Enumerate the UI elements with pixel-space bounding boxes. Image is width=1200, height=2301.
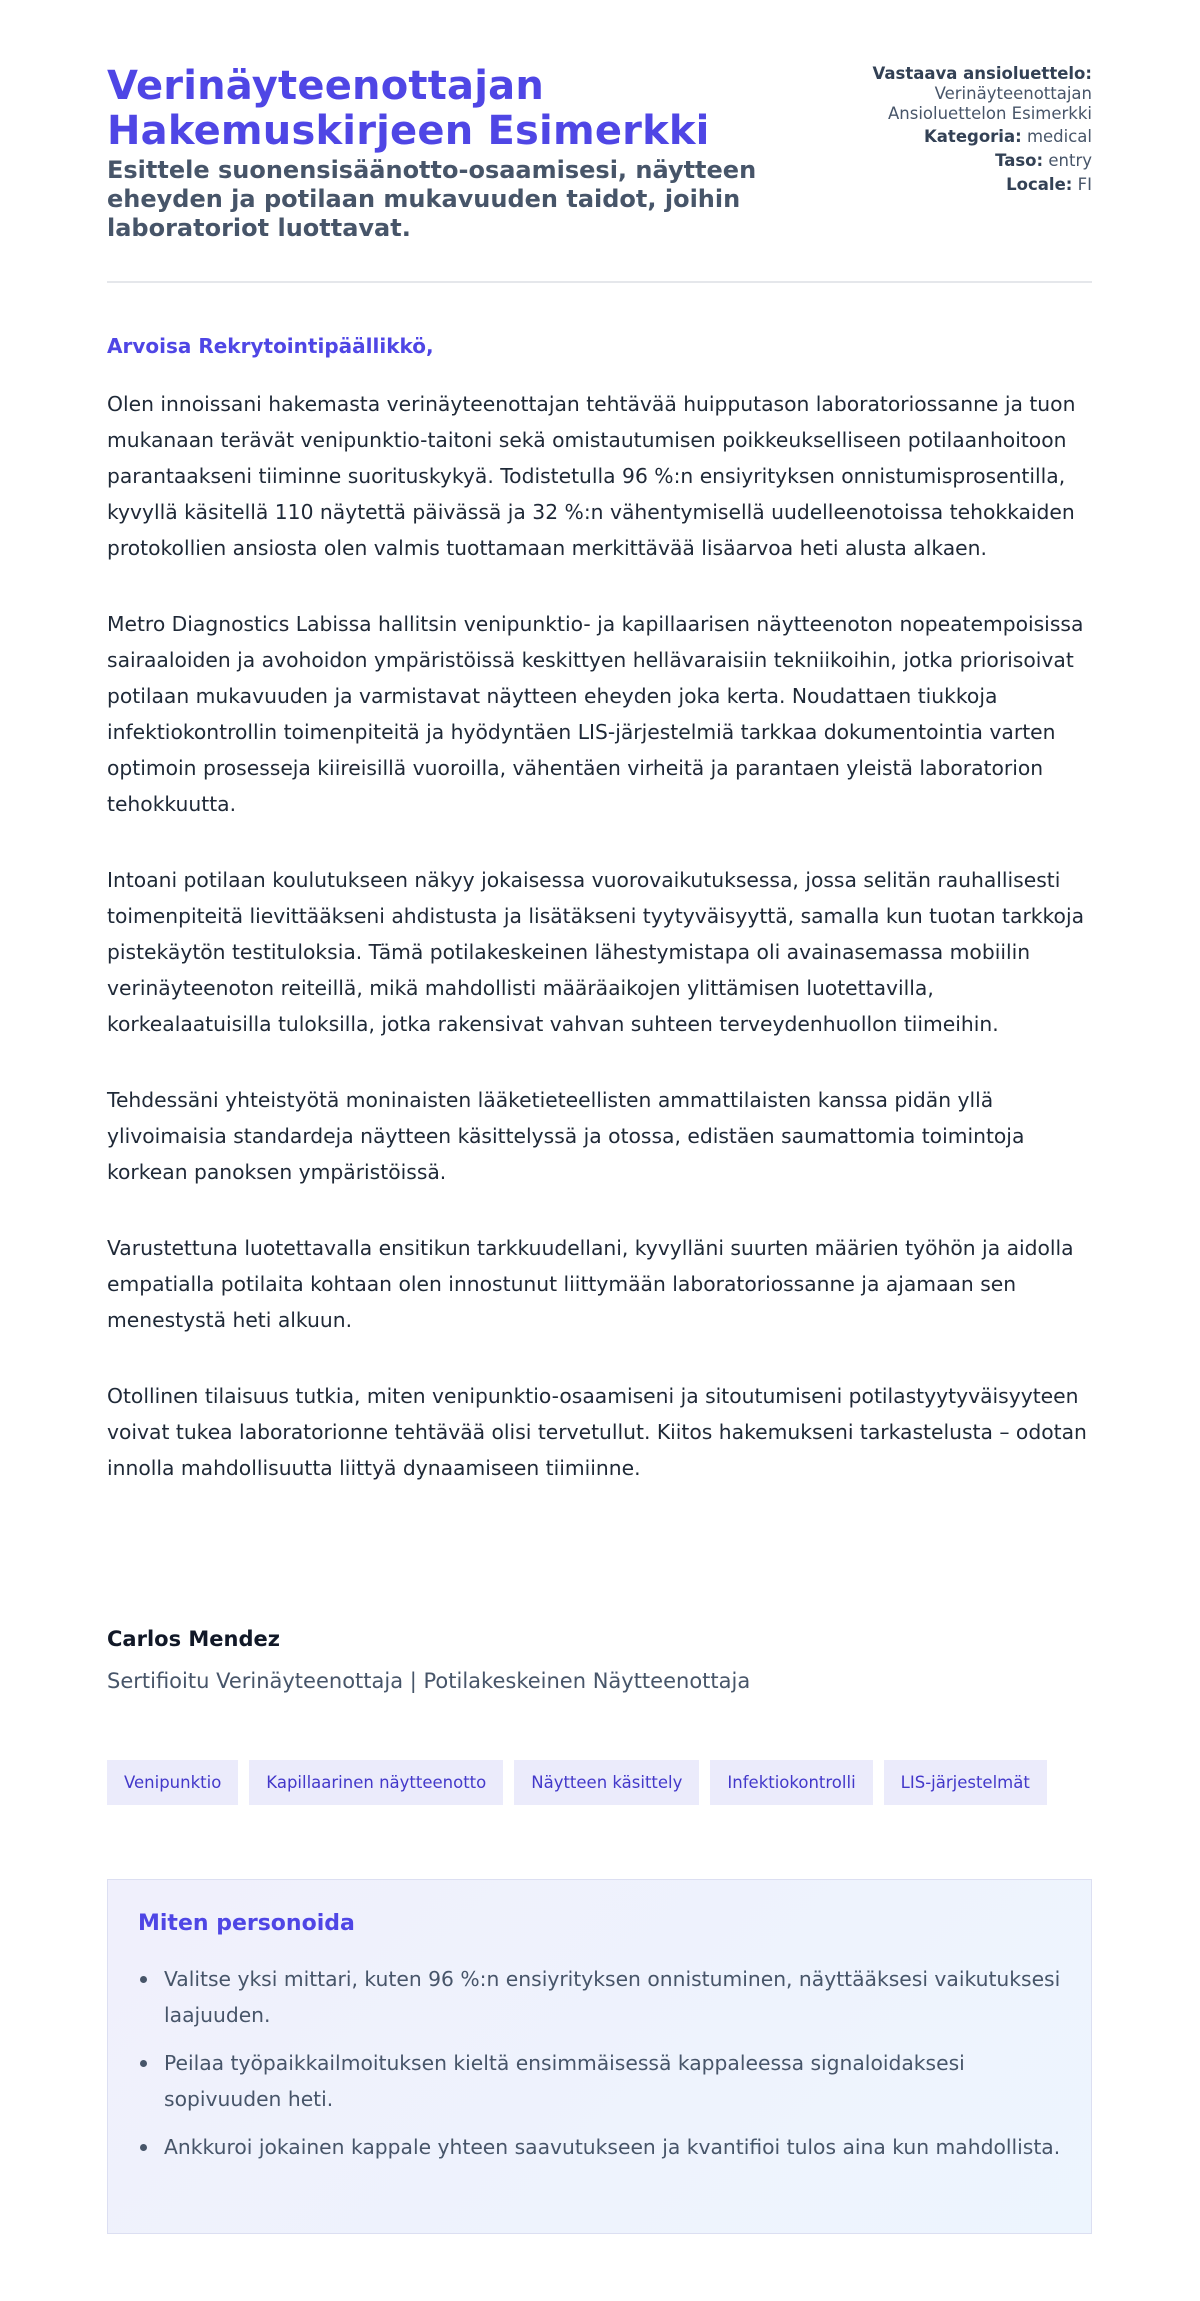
letter-paragraph: Varustettuna luotettavalla ensitikun tarkkuudellani, kyvylläni suurten määrien työhön ja aidolla empatialla potilaita kohtaan olen innostunut liittymään laboratoriossanne ja ajamaan sen menestystä heti alkuun. (107, 1236, 1074, 1332)
letter-paragraph: Olen innoissani hakemasta verinäyteenottajan tehtävää huipputason laboratoriossanne ja tuon mukanaan terävät venipunktio-taitoni sekä omistautumisen poikkeukselliseen potilaanhoitoon parantaakseni tiiminne suorituskykyä. Todistetulla 96 %:n ensiyrityksen onnistumisprosentilla, kyvyllä käsitellä 110 näytettä päivässä ja 32 %:n vähentymisellä uudelleenotoissa tehokkaiden protokollien ansiosta olen valmis tuottamaan merkittävää lisäarvoa heti alusta alkaen. (107, 392, 1076, 560)
page-header (107, 0, 1092, 283)
cover-letter-page (107, 0, 1092, 2159)
page-title: Verinäyteenottajan Hakemuskirjeen Esimerkki (107, 63, 710, 154)
signature-title: Sertifioitu Verinäyteenottaja | Potilakeskeinen Näytteenottaja (107, 1669, 751, 1693)
tips-item-text: Valitse yksi mittari, kuten 96 %:n ensiyrityksen onnistuminen, näyttääksesi vaikutuksesi laajuuden. (164, 1967, 1061, 2027)
signature-name: Carlos Mendez (107, 1627, 280, 1651)
meta-locale-value: FI (1077, 175, 1092, 194)
title-block (107, 64, 827, 243)
meta-locale-label: Locale: (1006, 175, 1073, 194)
page-subtitle: Esittele suonensisäänotto-osaamisesi, näytteen eheyden ja potilaan mukavuuden taidot, joihin laboratoriot luottavat. (107, 156, 757, 242)
letter-paragraph: Intoani potilaan koulutukseen näkyy jokaisessa vuorovaikutuksessa, jossa selitän rauhallisesti toimenpiteitä lievittääkseni ahdistusta ja lisätäkseni tyytyväisyyttä, samalla kun tuotan tarkkoja pistekäytön testituloksia. Tämä potilakeskeinen lähestymistapa oli avainasemassa mobiilin verinäyteenoton reiteillä, mikä mahdollisti määräaikojen ylittämisen luotettavilla, korkealaatuisilla tuloksilla, jotka rakensivat vahvan suhteen terveydenhuollon tiimeihin. (107, 868, 1085, 1036)
bullet-icon (140, 2060, 147, 2067)
meta-related-resume (832, 64, 1092, 124)
tips-list-item (138, 2045, 1061, 2117)
letter-body (107, 386, 1092, 1526)
tips-item-text: Peilaa työpaikkailmoituksen kieltä ensimmäisessä kappaleessa signaloidaksesi sopivuuden heti. (164, 2051, 965, 2111)
meta-level (832, 151, 1092, 171)
skill-tag[interactable]: Näytteen käsittely (514, 1760, 699, 1805)
tips-title: Miten personoida (138, 1911, 355, 1936)
meta-category-label: Kategoria: (924, 127, 1022, 146)
skill-tag[interactable]: LIS-järjestelmät (884, 1760, 1047, 1805)
bullet-icon (140, 1976, 147, 1983)
skill-tag[interactable]: Infektiokontrolli (710, 1760, 872, 1805)
tips-list (138, 1961, 1061, 2165)
tips-list-item (138, 2129, 1061, 2165)
signature-block (107, 1624, 750, 1696)
letter-greeting: Arvoisa Rekrytointipäällikkö, (107, 334, 434, 358)
skill-tag[interactable]: Venipunktio (107, 1760, 238, 1805)
meta-level-value: entry (1048, 151, 1092, 170)
meta-related-resume-value: Verinäyteenottajan Ansioluettelon Esimerkki (888, 84, 1092, 123)
meta-level-label: Taso: (995, 151, 1044, 170)
personalization-tips-card (107, 1879, 1092, 2234)
meta-related-resume-label: Vastaava ansioluettelo: (872, 64, 1092, 83)
meta-category (832, 127, 1092, 147)
meta-category-value: medical (1026, 127, 1092, 146)
meta-locale (832, 175, 1092, 195)
tips-item-text: Ankkuroi jokainen kappale yhteen saavutukseen ja kvantifioi tulos aina kun mahdollista. (164, 2135, 1061, 2159)
skill-tag[interactable]: Kapillaarinen näytteenotto (249, 1760, 503, 1805)
letter-paragraph: Metro Diagnostics Labissa hallitsin venipunktio- ja kapillaarisen näytteenoton nopeatempoisissa sairaaloiden ja avohoidon ympäristöissä keskittyen hellävaraisiin tekniikoihin, jotka priorisoivat potilaan mukavuuden ja varmistavat näytteen eheyden joka kerta. Noudattaen tiukkoja infektiokontrollin toimenpiteitä ja hyödyntäen LIS-järjestelmiä tarkkaa dokumentointia varten optimoin prosesseja kiireisillä vuoroilla, vähentäen virheitä ja parantaen yleistä laboratorion tehokkuutta. (107, 612, 1084, 816)
letter-paragraph: Tehdessäni yhteistyötä moninaisten lääketieteellisten ammattilaisten kanssa pidän yllä ylivoimaisia standardeja näytteen käsittelyssä ja otossa, edistäen saumattomia toimintoja korkean panoksen ympäristöissä. (107, 1088, 1025, 1184)
meta-info (832, 64, 1092, 199)
letter-paragraph: Otollinen tilaisuus tutkia, miten venipunktio-osaamiseni ja sitoutumiseni potilastyytyväisyyteen voivat tukea laboratorionne tehtävää olisi tervetullut. Kiitos hakemukseni tarkastelusta – odotan innolla mahdollisuutta liittyä dynaamiseen tiimiinne. (107, 1384, 1087, 1480)
tips-list-item (138, 1961, 1061, 2033)
bullet-icon (140, 2144, 147, 2151)
skill-tags (107, 1760, 1047, 1805)
